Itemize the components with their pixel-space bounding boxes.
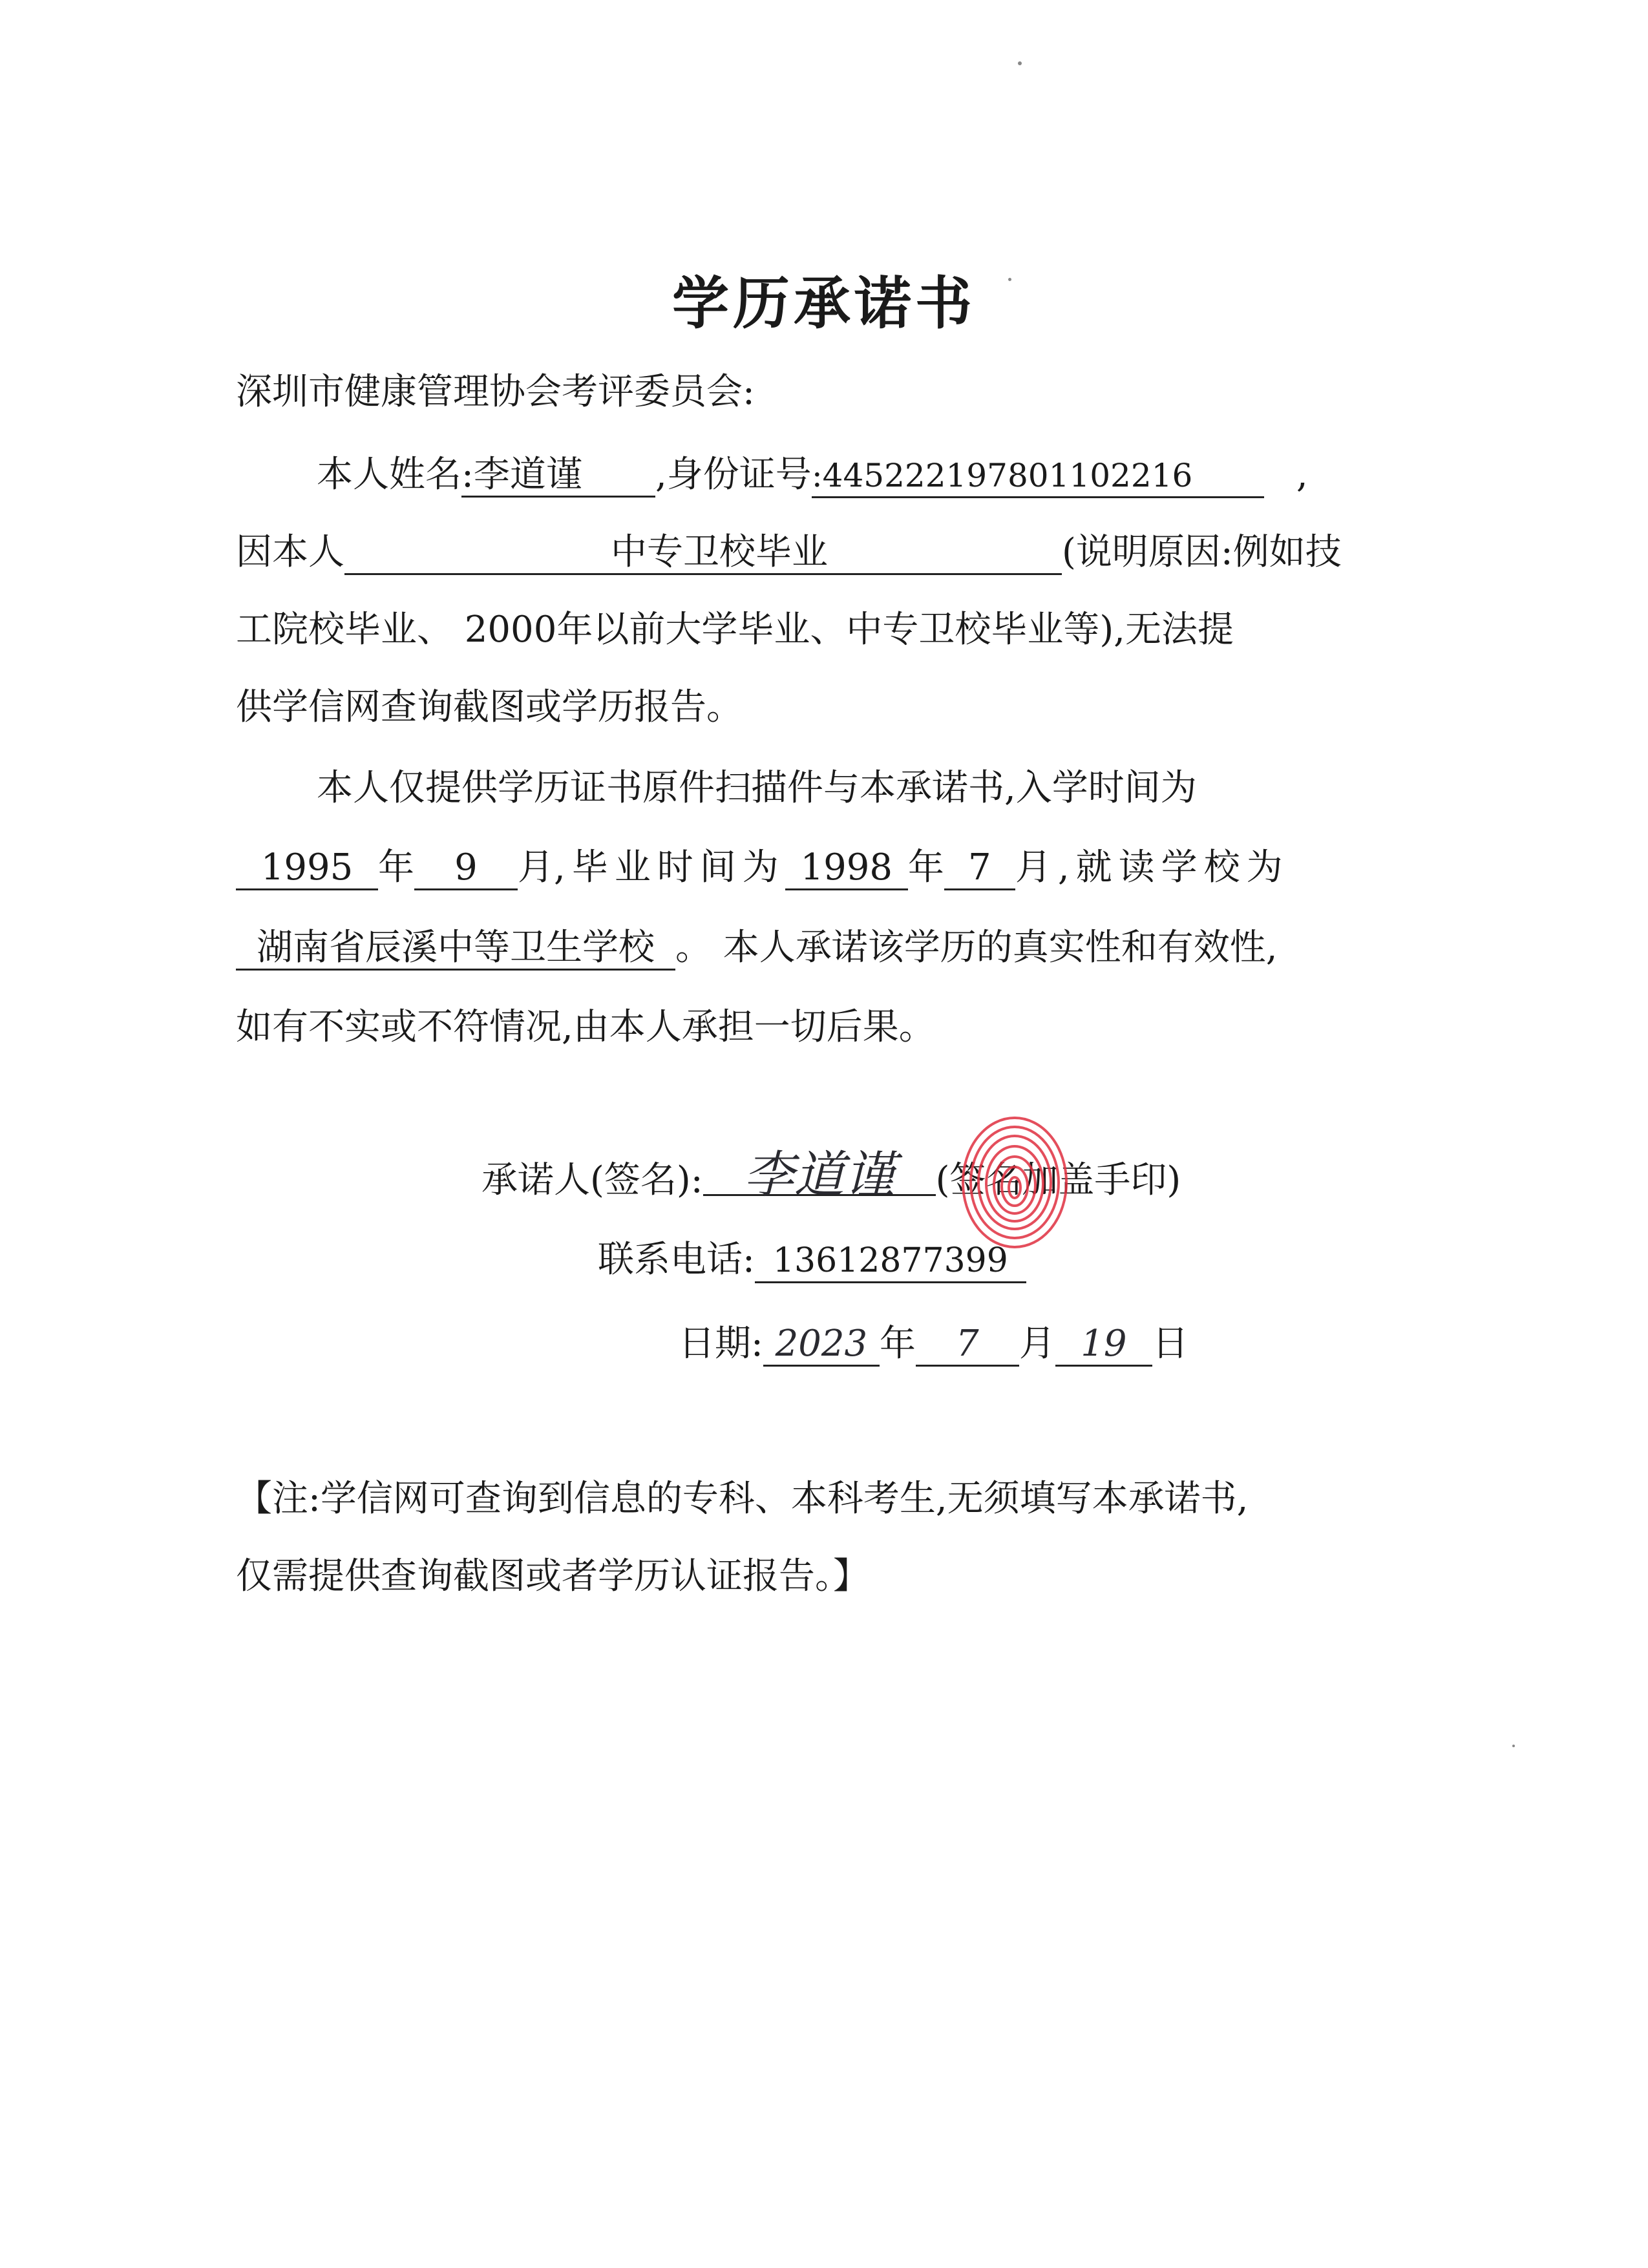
enroll-year: 1995: [260, 846, 354, 888]
grad-label: ,毕业时间为: [554, 846, 785, 888]
date-year-char: 年: [879, 1323, 916, 1365]
signer-line: [481, 1146, 1181, 1204]
id-value: 445222197801102216: [822, 457, 1193, 494]
name-value: 李道谨: [473, 454, 582, 496]
date-month: 7: [916, 1323, 1019, 1367]
name-label: 本人姓名: [317, 454, 461, 496]
grad-month: 7: [967, 846, 991, 888]
enroll-year-field: [236, 847, 378, 890]
phone-line: [598, 1237, 1026, 1283]
school-label: 月,就读学校为: [1015, 846, 1289, 888]
recipient-line: 深圳市健康管理协会考评委员会:: [236, 371, 755, 413]
grad-year-char: 年: [907, 846, 944, 888]
grad-year-field: [785, 847, 908, 890]
name-field: :李道谨: [461, 454, 655, 498]
id-comma: ,: [1296, 454, 1308, 496]
date-month-char: 月: [1019, 1323, 1055, 1365]
reason-line: [236, 530, 1342, 575]
reason-value: 中专卫校毕业: [611, 531, 828, 573]
dates-line: [236, 845, 1289, 890]
reason-hint-line-2: 工院校毕业、 2000年以前大学毕业、中专卫校毕业等),无法提: [236, 609, 1234, 651]
school-line: [236, 925, 1278, 971]
commit-line-1: 本人仅提供学历证书原件扫描件与本承诺书,入学时间为: [317, 767, 1197, 809]
enroll-month-char: 月: [518, 846, 554, 888]
school-value: 湖南省辰溪中等卫生学校: [257, 927, 655, 969]
date-year: 2023: [763, 1323, 880, 1367]
signer-hint: (签名加盖手印): [935, 1159, 1181, 1201]
reason-hint-1: (说明原因:例如技: [1062, 531, 1342, 573]
note-line-1: 【注:学信网可查询到信息的专科、本科考生,无须填写本承诺书,: [236, 1478, 1249, 1520]
phone-value: 13612877399: [755, 1240, 1026, 1283]
commit-line-4: 如有不实或不符情况,由本人承担一切后果。: [236, 1006, 935, 1048]
reason-field: [344, 532, 1062, 575]
note-line-2: 仅需提供查询截图或者学历认证报告。】: [236, 1555, 869, 1597]
fingerprint-stamp: [956, 1111, 1073, 1254]
school-field: [236, 927, 675, 971]
signer-label: 承诺人(签名):: [481, 1159, 703, 1201]
reason-prefix: 因本人: [236, 531, 344, 573]
enroll-month: 9: [454, 846, 478, 888]
date-day: 19: [1055, 1323, 1152, 1367]
reason-hint-line-3: 供学信网查询截图或学历报告。: [236, 686, 743, 728]
phone-label: 联系电话:: [598, 1239, 755, 1281]
date-label: 日期:: [679, 1323, 763, 1365]
grad-year: 1998: [800, 846, 893, 888]
scan-speck: [1018, 61, 1022, 65]
grad-month-field: [944, 847, 1015, 890]
id-label: ,身份证号: [655, 454, 812, 496]
commit-line-3: 。 本人承诺该学历的真实性和有效性,: [675, 927, 1278, 969]
name-id-line: [317, 452, 1308, 498]
date-day-char: 日: [1152, 1323, 1188, 1365]
id-field: :445222197801102216: [812, 455, 1264, 498]
signer-signature: 李道谨: [703, 1157, 936, 1196]
date-line: [679, 1321, 1188, 1367]
scan-speck: [1008, 278, 1011, 281]
enroll-year-char: 年: [378, 846, 414, 888]
document-title: 学历承诺书: [671, 270, 976, 337]
enroll-month-field: [414, 847, 518, 890]
scan-speck: [1512, 1745, 1515, 1747]
